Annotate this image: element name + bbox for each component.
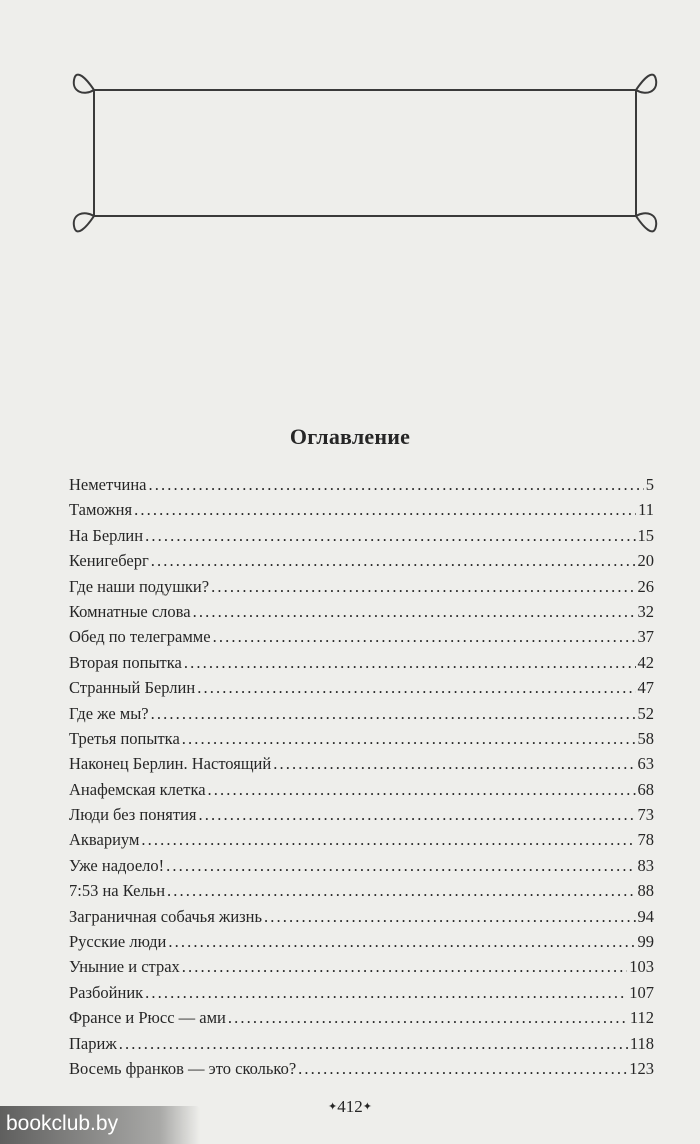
ornamental-frame: [0, 0, 700, 300]
toc-list: [69, 472, 654, 1081]
toc-entry-page: 68: [637, 779, 654, 799]
toc-entry-label: Комнатные слова: [69, 601, 191, 621]
toc-entry-page: 107: [629, 982, 654, 1002]
toc-entry-leader: [145, 523, 635, 548]
toc-entry: [69, 675, 654, 700]
toc-entry-page: 15: [637, 525, 654, 545]
frame-corner-loop-top-right: [636, 75, 656, 93]
watermark: bookclub.by: [0, 1106, 200, 1144]
toc-entry: [69, 878, 654, 903]
toc-entry: [69, 624, 654, 649]
toc-entry: [69, 802, 654, 827]
toc-entry-label: Неметчина: [69, 475, 147, 494]
toc-entry-leader: [228, 1005, 628, 1030]
toc-entry-leader: [166, 853, 635, 878]
toc-entry-page: 63: [637, 754, 654, 774]
toc-entry: [69, 1005, 654, 1030]
toc-entry-label: Анафемская клетка: [69, 779, 206, 799]
toc-entry: [69, 497, 654, 522]
toc-entry-page: 73: [637, 805, 654, 825]
toc-entry: [69, 599, 654, 624]
toc-entry: [69, 726, 654, 751]
toc-entry: [69, 1056, 654, 1081]
toc-entry-label: Восемь франков — это сколько?: [69, 1058, 297, 1078]
toc-entry-leader: [119, 1031, 628, 1056]
toc-entry-leader: [134, 497, 636, 522]
toc-entry-leader: [182, 954, 627, 979]
toc-entry-page: 42: [637, 652, 654, 672]
toc-entry-leader: [151, 548, 636, 573]
toc-entry-leader: [145, 980, 627, 1005]
toc-entry-page: 20: [637, 551, 654, 571]
toc-entry-label: Кенигеберг: [69, 551, 149, 571]
toc-entry-page: 11: [638, 500, 654, 520]
toc-entry-leader: [168, 929, 635, 954]
toc-entry-leader: [213, 624, 636, 649]
toc-entry-label: Уныние и страх: [69, 957, 180, 977]
toc-entry-page: 58: [637, 728, 654, 748]
toc-entry-page: 83: [637, 855, 654, 875]
toc-entry-label: Аквариум: [69, 830, 140, 850]
toc-entry: [69, 1031, 654, 1056]
toc-entry-leader: [264, 904, 635, 929]
toc-entry-label: Таможня: [69, 500, 133, 520]
toc-title: Оглавление: [289, 424, 411, 449]
ornament-right-icon: ✦: [362, 1101, 372, 1113]
toc-entry-label: 7:53 на Кельн: [69, 881, 166, 901]
toc-entry-leader: [182, 726, 636, 751]
toc-entry-page: 88: [637, 881, 654, 901]
toc-entry-page: 99: [637, 932, 654, 952]
toc-entry-leader: [199, 802, 636, 827]
toc-entry-label: Люди без понятия: [69, 805, 197, 825]
toc-entry: [69, 929, 654, 954]
toc-entry: [69, 701, 654, 726]
toc-entry-leader: [298, 1056, 627, 1081]
toc-entry: [69, 980, 654, 1005]
toc-entry-label: Странный Берлин: [69, 678, 196, 698]
toc-entry-leader: [151, 701, 636, 726]
toc-entry: [69, 650, 654, 675]
toc-entry-leader: [273, 751, 635, 776]
toc-entry-label: Обед по телеграмме: [69, 627, 211, 647]
frame-border: [94, 90, 636, 216]
toc-entry-label: Где наши подушки?: [69, 576, 210, 596]
toc-entry: [69, 472, 654, 497]
ornament-left-icon: ✦: [328, 1101, 338, 1113]
page-number-value: 412: [337, 1097, 363, 1116]
toc-entry-page: 118: [629, 1033, 654, 1053]
toc-entry-page: 32: [637, 601, 654, 621]
toc-entry-leader: [184, 650, 636, 675]
toc-entry-page: 47: [637, 678, 654, 698]
toc-entry-page: 5: [645, 475, 654, 494]
toc-entry-page: 94: [637, 906, 654, 926]
toc-entry-label: Заграничная собачья жизнь: [69, 906, 263, 926]
toc-entry: [69, 904, 654, 929]
toc-entry-label: Русские люди: [69, 932, 167, 952]
toc-entry-page: 52: [637, 703, 654, 723]
toc-entry-label: Уже надоело!: [69, 855, 165, 875]
toc-entry-leader: [208, 777, 636, 802]
toc-entry-leader: [197, 675, 635, 700]
toc-entry: [69, 548, 654, 573]
toc-entry-label: Париж: [69, 1033, 117, 1053]
toc-entry-leader: [211, 574, 635, 599]
toc-entry-label: Вторая попытка: [69, 652, 182, 672]
toc-entry: [69, 523, 654, 548]
toc-entry-page: 123: [629, 1058, 654, 1078]
toc-entry-leader: [167, 878, 635, 903]
toc-entry-leader: [149, 472, 644, 497]
toc-entry-leader: [141, 827, 635, 852]
toc-entry-label: Третья попытка: [69, 728, 180, 748]
toc-entry: [69, 954, 654, 979]
frame-corner-loop-top-left: [74, 75, 94, 93]
toc-entry-label: Наконец Берлин. Настоящий: [69, 754, 272, 774]
toc-entry: [69, 777, 654, 802]
toc-entry: [69, 853, 654, 878]
toc-entry-leader: [193, 599, 636, 624]
toc-entry-label: Где же мы?: [69, 703, 149, 723]
frame-corner-loop-bottom-left: [74, 213, 94, 231]
toc-entry-page: 37: [637, 627, 654, 647]
toc-entry-label: Разбойник: [69, 982, 144, 1002]
toc-entry-page: 112: [629, 1008, 654, 1028]
toc-entry-label: Франсе и Рюсс — ами: [69, 1008, 226, 1028]
toc-entry-label: На Берлин: [69, 525, 144, 545]
toc-entry-page: 26: [637, 576, 654, 596]
toc-entry: [69, 574, 654, 599]
toc-entry-page: 78: [637, 830, 654, 850]
toc-entry: [69, 827, 654, 852]
toc-entry-page: 103: [629, 957, 654, 977]
frame-corner-loop-bottom-right: [636, 213, 656, 231]
toc-entry: [69, 751, 654, 776]
